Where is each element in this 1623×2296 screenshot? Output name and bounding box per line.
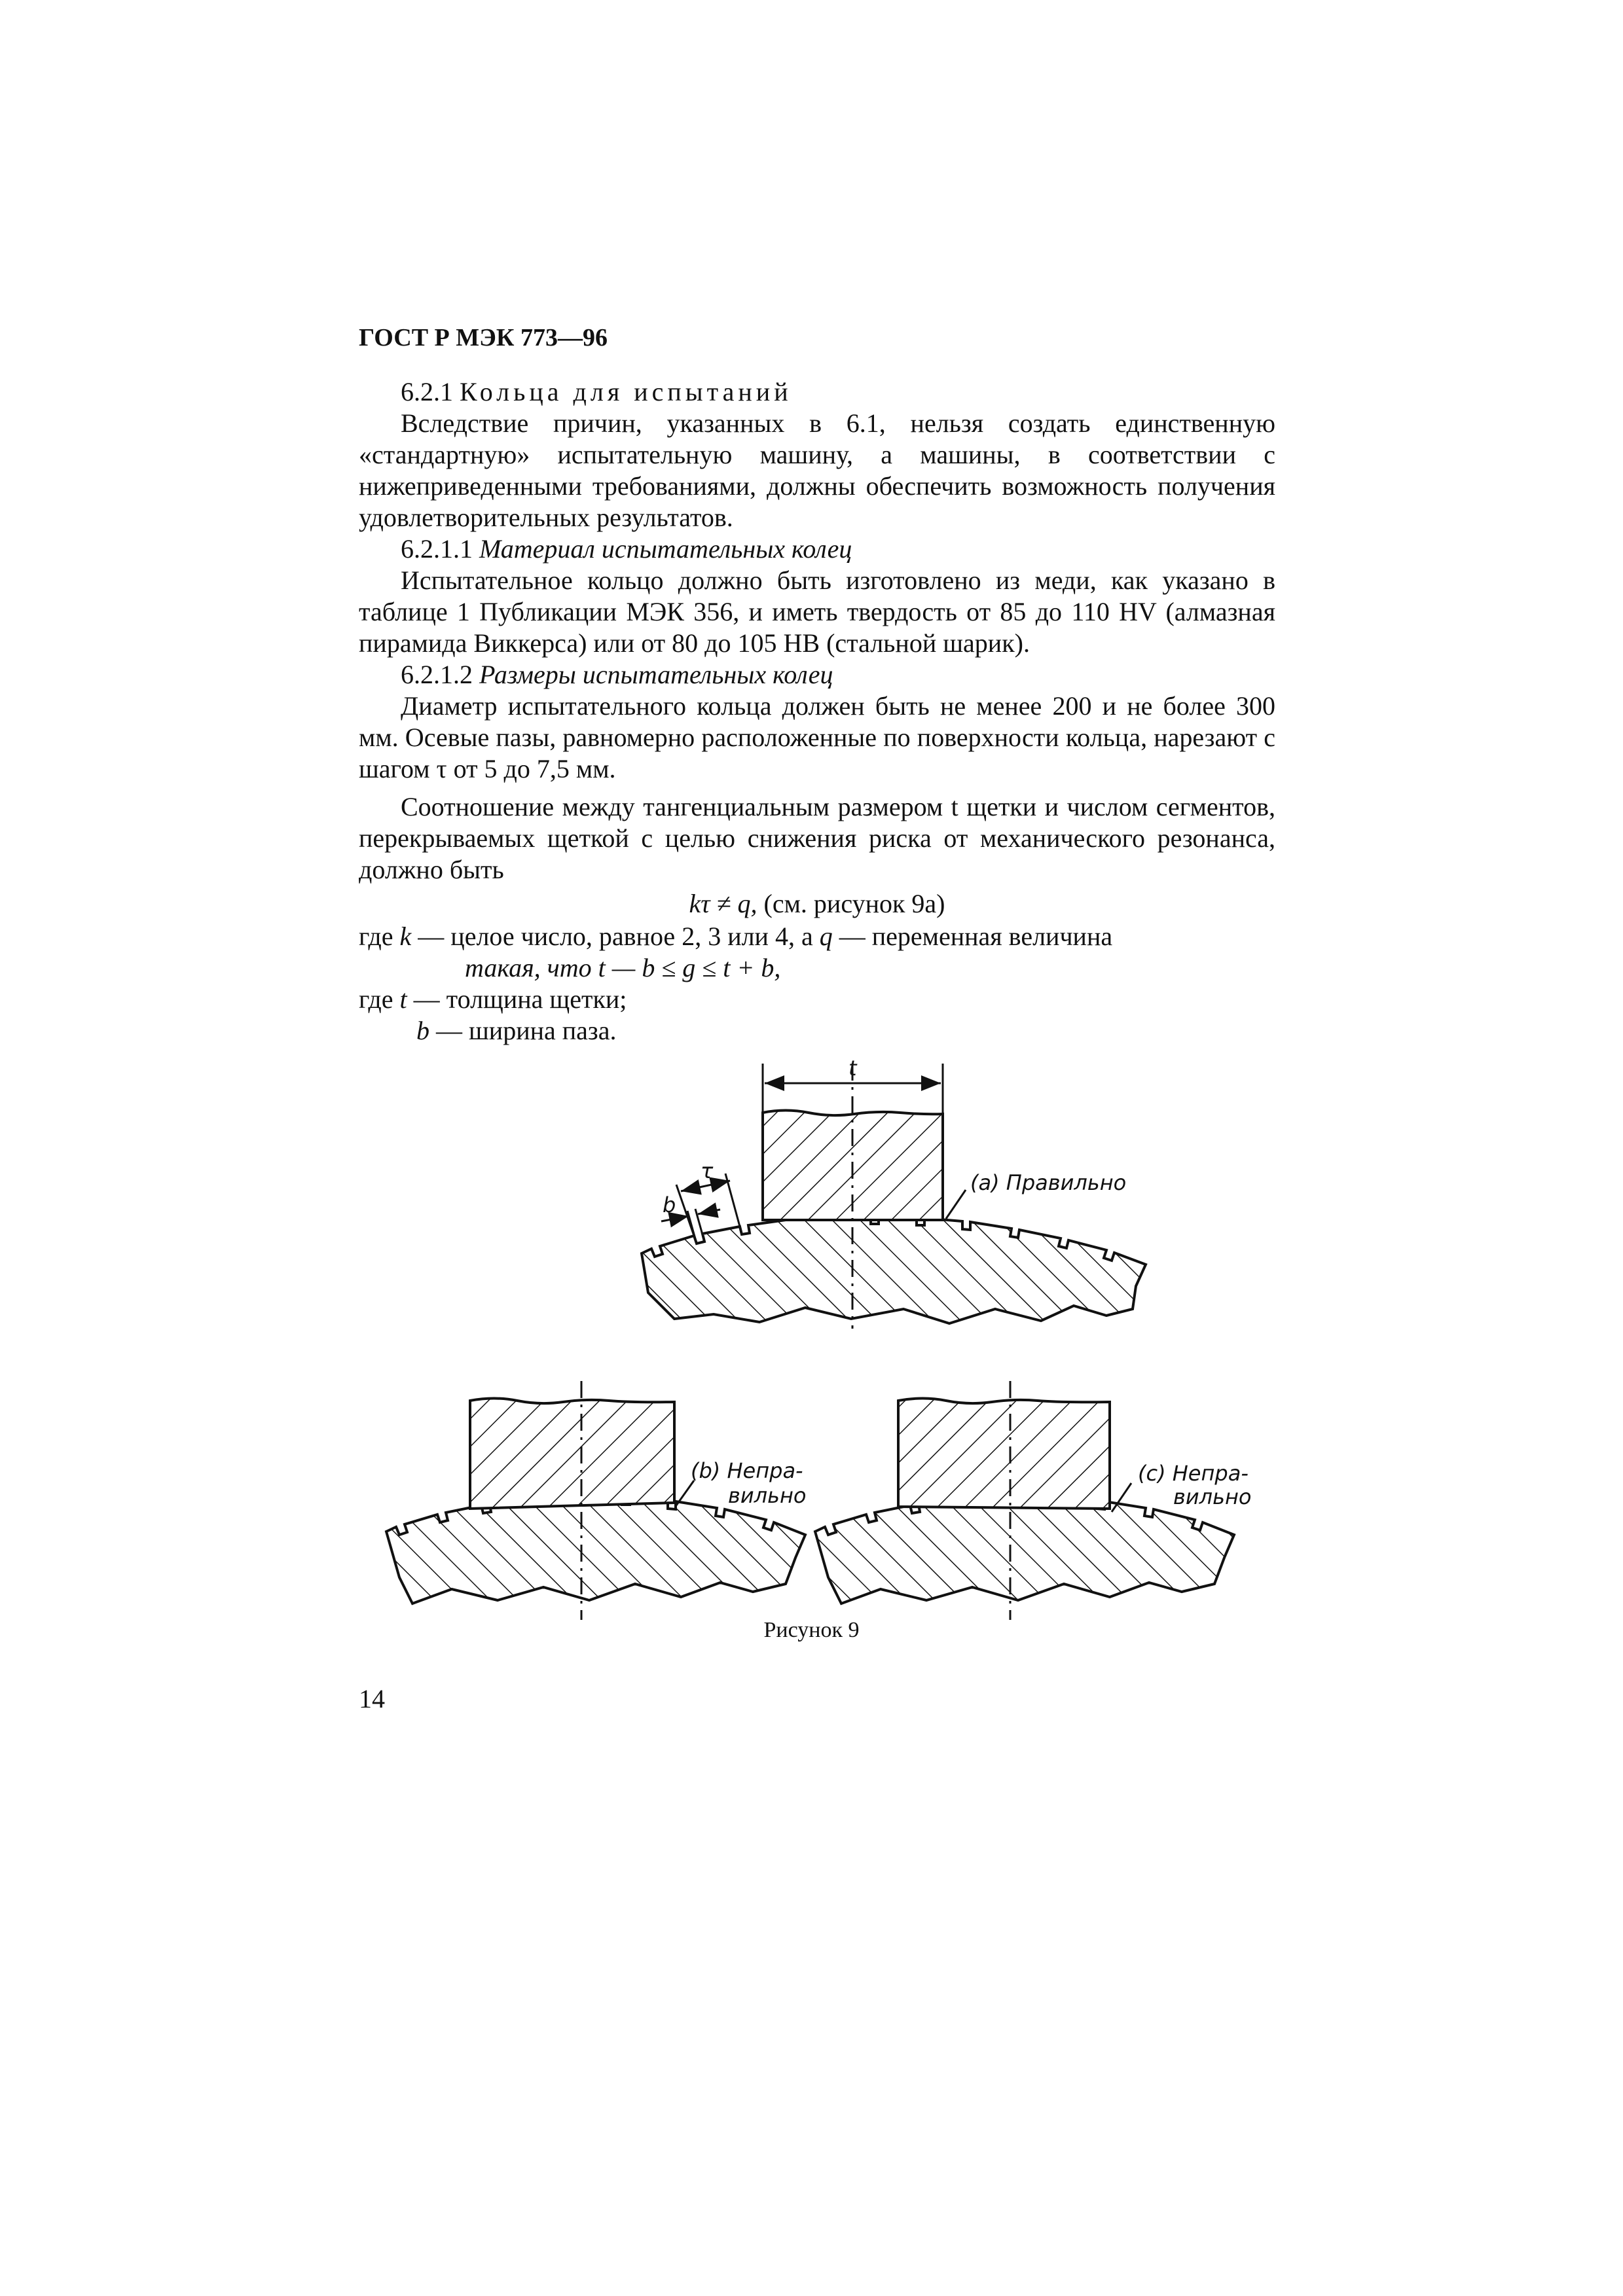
label-b-1: (b) Непра- [691, 1458, 803, 1483]
leader-a [946, 1190, 966, 1219]
formula-expression: kτ ≠ q, [689, 889, 757, 918]
subsection-number-1: 6.2.1.1 [401, 534, 473, 564]
subsection-body-2: Диаметр испытательного кольца должен быть не менее 200 и не более 300 мм. Осевые пазы, равномерно расположенные по поверхности кольца, нарезают с шагом τ от 5 до 7,5 мм. [359, 691, 1275, 783]
label-b: b [663, 1193, 676, 1217]
symbol-t: t [399, 984, 407, 1014]
where-condition: такая, что t — b ≤ g ≤ t + b, [465, 953, 781, 982]
figure-caption: Рисунок 9 [763, 1618, 860, 1642]
where-word: где [359, 922, 400, 951]
document-header: ГОСТ Р МЭК 773—96 [359, 324, 608, 351]
definition-k: — целое число, равное 2, 3 или 4, а [411, 922, 820, 951]
definition-t: — толщина щетки; [407, 984, 627, 1014]
section-title: Кольца для испытаний [460, 377, 792, 406]
ring-c [815, 1496, 1234, 1604]
label-c-1: (с) Непра- [1138, 1461, 1249, 1486]
label-c-2: вильно [1173, 1484, 1252, 1509]
label-tau: τ [701, 1158, 714, 1183]
figure-a [642, 1056, 1146, 1329]
brush-c [898, 1399, 1110, 1509]
ring-a [642, 1216, 1146, 1323]
definition-q: — переменная величина [832, 922, 1113, 951]
brush-b [470, 1399, 674, 1509]
section-paragraph: Вследствие причин, указанных в 6.1, нельзя создать единственную «стандартную» испытательную машину, а машины, в соответствии с нижеприведенными требованиями, должны обеспечить возможность получения удовлетворительных результатов. [359, 408, 1275, 532]
subsection-title-2: Размеры испытательных колец [479, 660, 833, 689]
formula-reference: (см. рисунок 9а) [763, 889, 945, 918]
label-b-2: вильно [728, 1483, 807, 1508]
subsection-body-1: Испытательное кольцо должно быть изготовлено из меди, как указано в таблице 1 Публикации МЭК 356, и иметь твердость от 85 до 110 HV (алмазная пирамида Виккерса) или от 80 до 105 HB (стальной шарик). [359, 565, 1275, 658]
page-number: 14 [359, 1684, 385, 1713]
section-number: 6.2.1 [401, 377, 453, 406]
subsection-title-1: Материал испытательных колец [479, 534, 852, 564]
label-t: t [848, 1056, 857, 1081]
definition-b: — ширина паза. [429, 1016, 617, 1045]
symbol-k: k [399, 922, 412, 951]
ring-b [386, 1496, 805, 1604]
symbol-q: q [819, 922, 833, 951]
figure-b [386, 1381, 806, 1620]
symbol-b: b [416, 1016, 429, 1045]
paragraph-ratio: Соотношение между тангенциальным размером t щетки и числом сегментов, перекрываемых щеткой с целью снижения риска от механического резонанса, должно быть [359, 792, 1275, 884]
where-word-2: где [359, 984, 400, 1014]
label-a: (а) Правильно [970, 1170, 1127, 1195]
dim-b-line-2 [698, 1210, 720, 1214]
subsection-number-2: 6.2.1.2 [401, 660, 473, 689]
figure-c [815, 1381, 1251, 1620]
